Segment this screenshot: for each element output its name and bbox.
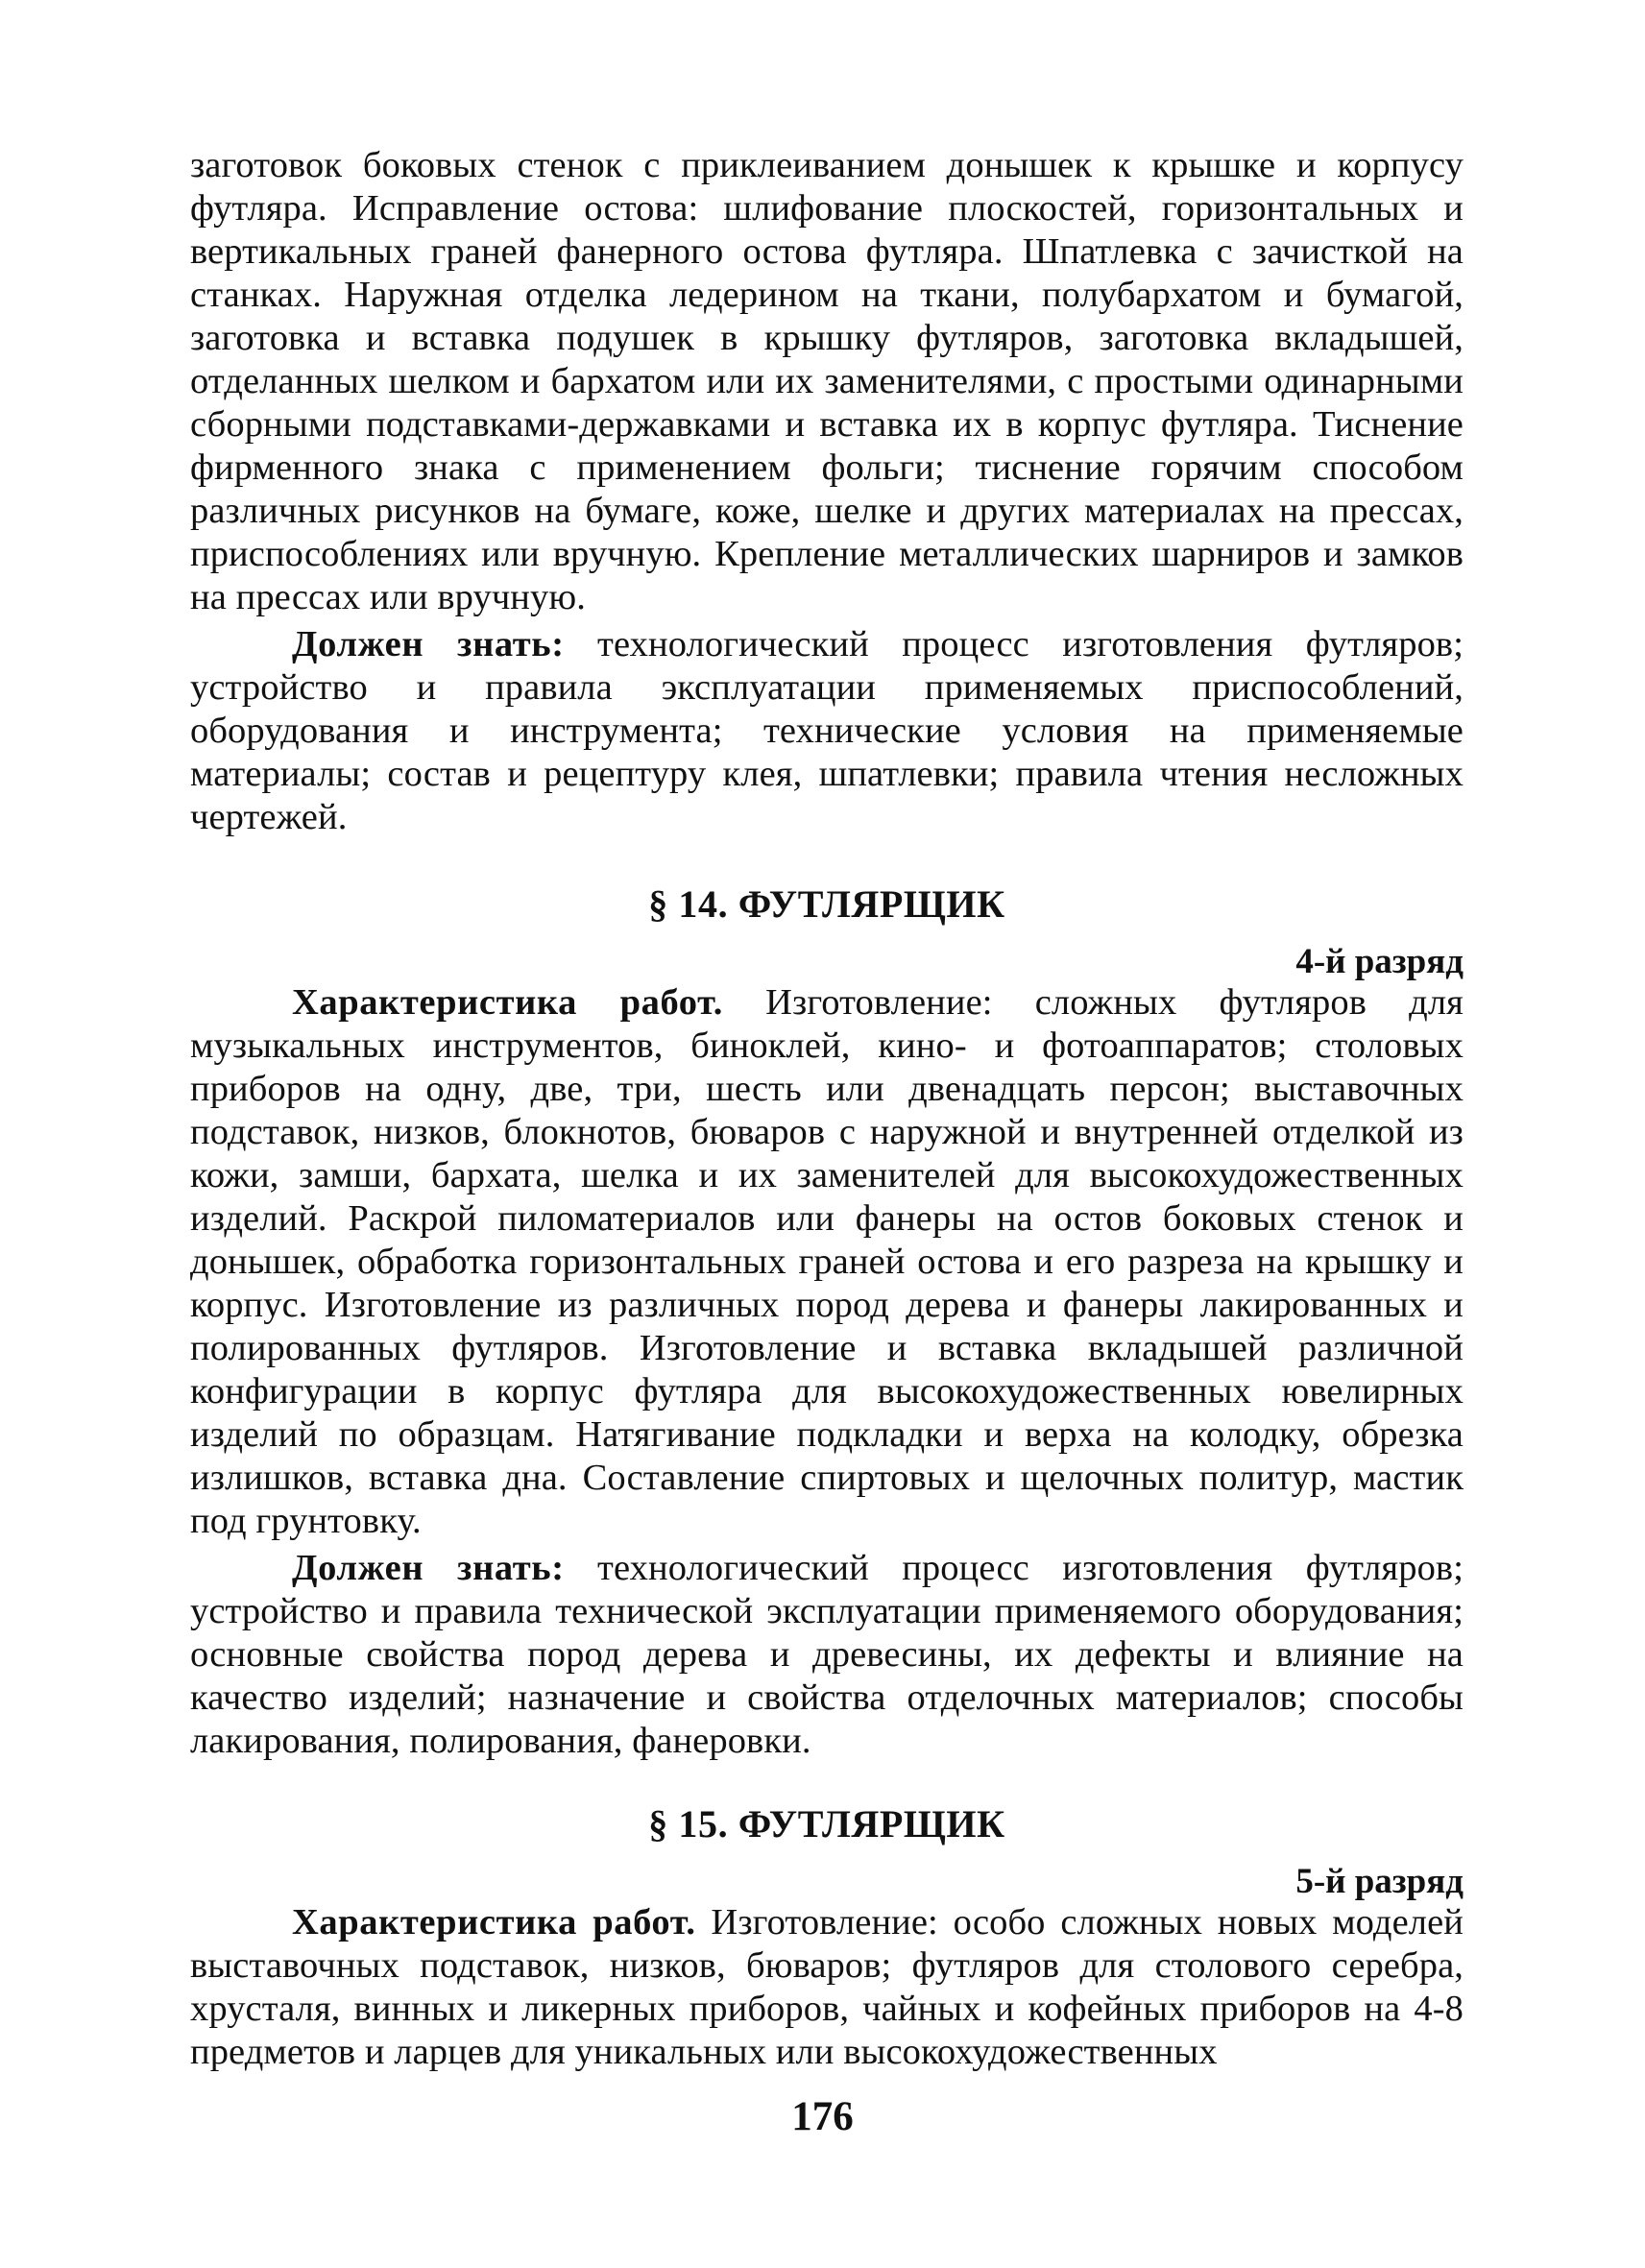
knowledge-text: технологический процесс изготовления футляров; устройство и правила технической эксплуатации применяемого оборудования; основные свойства пород дерева и древесины, их дефекты и влияние на качество изделий; назначение и свойства отделочных материалов; способы лакирования, полирования, фанеровки.	[190, 1548, 1464, 1761]
knowledge-lead: Должен знать:	[292, 624, 565, 664]
characteristic-lead: Характеристика работ.	[292, 982, 723, 1023]
characteristic-text: Изготовление: особо сложных новых моделей выставочных подставок, низков, бюваров; футляров для столового серебра, хрусталя, винных и ликерных приборов, чайных и кофейных приборов на 4-8 предметов и ларцев для уникальных или высокохудожественных	[190, 1902, 1464, 2072]
characteristic-lead: Характеристика работ.	[292, 1902, 696, 1942]
knowledge-lead: Должен знать:	[292, 1548, 565, 1588]
grade-label-15: 5-й разряд	[1295, 1862, 1464, 1901]
paragraph-knowledge-14	[190, 1547, 1464, 1763]
paragraph-characteristic-14	[190, 981, 1464, 1543]
paragraph-characteristic-15	[190, 1901, 1464, 2074]
section-title-14: § 14. ФУТЛЯРЩИК	[648, 882, 1005, 926]
document-page	[190, 144, 1464, 2074]
paragraph-continuation: заготовок боковых стенок с приклеиванием донышек к крышке и корпусу футляра. Исправление остова: шлифование плоскостей, горизонтальных и вертикальных граней фанерного остова футляра. Шпатлевка с зачисткой на станках. Наружная отделка ледерином на ткани, полубархатом и бумагой, заготовка и вставка подушек в крышку футляров, заготовка вкладышей, отделанных шелком и бархатом или их заменителями, с простыми одинарными сборными подставками-державками и вставка их в корпус футляра. Тиснение фирменного знака с применением фольги; тиснение горячим способом различных рисунков на бумаге, коже, шелке и других материалах на прессах, приспособлениях или вручную. Крепление металлических шарниров и замков на прессах или вручную.	[190, 145, 1464, 617]
section-title-15: § 15. ФУТЛЯРЩИК	[648, 1802, 1005, 1846]
characteristic-text: Изготовление: сложных футляров для музыкальных инструментов, биноклей, кино- и фотоаппаратов; столовых приборов на одну, две, три, шесть или двенадцать персон; выставочных подставок, низков, блокнотов, бюваров с наружной и внутренней отделкой из кожи, замши, бархата, шелка и их заменителей для высокохудожественных изделий. Раскрой пиломатериалов или фанеры на остов боковых стенок и донышек, обработка горизонтальных граней остова и его разреза на крышку и корпус. Изготовление из различных пород дерева и фанеры лакированных и полированных футляров. Изготовление и вставка вкладышей различной конфигурации в корпус футляра для высокохудожественных ювелирных изделий по образцам. Натягивание подкладки и верха на колодку, обрезка излишков, вставка дна. Составление спиртовых и щелочных политур, мастик под грунтовку.	[190, 982, 1464, 1541]
knowledge-text: технологический процесс изготовления футляров; устройство и правила эксплуатации применяемых приспособлений, оборудования и инструмента; технические условия на применяемые материалы; состав и рецептуру клея, шпатлевки; правила чтения несложных чертежей.	[190, 624, 1464, 837]
paragraph-knowledge-1	[190, 623, 1464, 839]
grade-label-14: 4-й разряд	[1295, 942, 1464, 981]
page-number: 176	[791, 2094, 854, 2139]
